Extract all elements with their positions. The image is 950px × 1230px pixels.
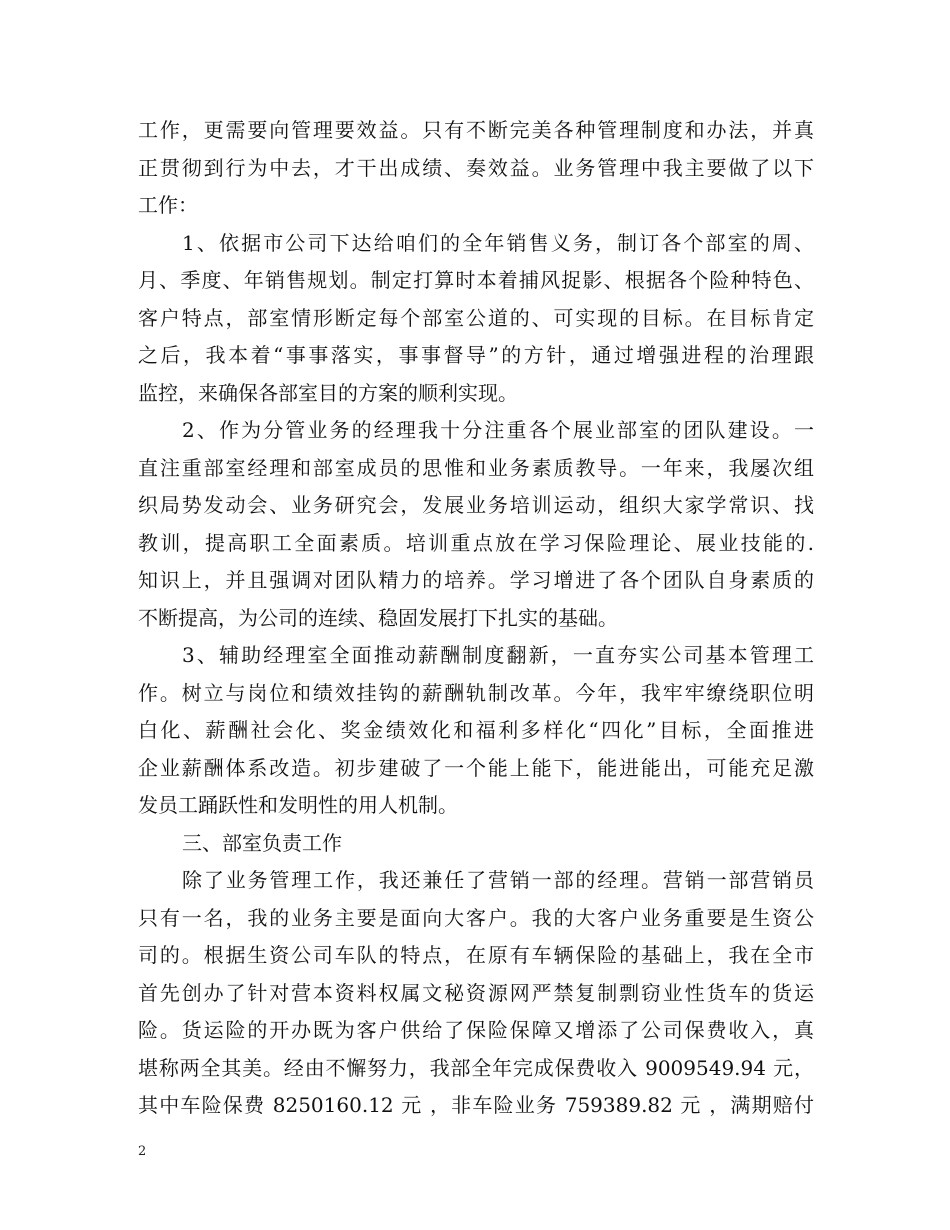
text-line: 客户特点，部室情形断定每个部室公道的、可实现的目标。在目标肯定	[138, 305, 814, 330]
text-line: 之后，我本着“事事落实，事事督导”的方针，通过增强进程的治理跟	[138, 343, 814, 367]
text-line: 工作：	[138, 193, 198, 217]
text-line: 除了业务管理工作，我还兼任了营销一部的经理。营销一部营销员	[182, 868, 814, 892]
text-line: 知识上，并且强调对团队精力的培养。学习增进了各个团队自身素质的	[138, 568, 814, 592]
text-line: 其中车险保费 8250160.12 元 ，非车险业务 759389.82 元 ，满期赔付	[138, 1093, 814, 1117]
text-line: 三、部室负责工作	[182, 830, 342, 855]
text-line: 只有一名，我的业务主要是面向大客户。我的大客户业务重要是生资公	[138, 905, 814, 930]
text-line: 不断提高，为公司的连续、稳固发展打下扎实的基础。	[138, 605, 618, 630]
text-line: 教训，提高职工全面素质。培训重点放在学习保险理论、展业技能的.	[138, 530, 814, 555]
text-line: 月、季度、年销售规划。制定打算时本着捕风捉影、根据各个险种特色、	[138, 268, 814, 292]
text-line: 发员工踊跃性和发明性的用人机制。	[138, 793, 458, 817]
text-line: 堪称两全其美。经由不懈努力，我部全年完成保费收入 9009549.94 元，	[138, 1055, 814, 1080]
page-number: 2	[138, 1144, 147, 1159]
document-body	[138, 112, 814, 1125]
text-line: 织局势发动会、业务研究会，发展业务培训运动，组织大家学常识、找	[138, 493, 814, 517]
text-line: 白化、薪酬社会化、奖金绩效化和福利多样化“四化”目标，全面推进	[138, 718, 814, 742]
text-line: 作。树立与岗位和绩效挂钩的薪酬轨制改革。今年，我牢牢缭绕职位明	[138, 680, 814, 705]
text-line: 正贯彻到行为中去，才干出成绩、奏效益。业务管理中我主要做了以下	[138, 155, 814, 180]
text-line: 司的。根据生资公司车队的特点，在原有车辆保险的基础上，我在全市	[138, 943, 814, 967]
text-line: 1、依据市公司下达给咱们的全年销售义务，制订各个部室的周、	[182, 230, 814, 255]
text-line: 工作，更需要向管理要效益。只有不断完美各种管理制度和办法，并真	[138, 118, 814, 142]
text-line: 3、辅助经理室全面推动薪酬制度翻新，一直夯实公司基本管理工	[182, 643, 814, 667]
text-line: 首先创办了针对营本资料权属文秘资源网严禁复制剽窃业性货车的货运	[138, 980, 814, 1005]
text-line: 企业薪酬体系改造。初步建破了一个能上能下，能进能出，可能充足激	[138, 755, 814, 780]
text-line: 直注重部室经理和部室成员的思惟和业务素质教导。一年来，我屡次组	[138, 455, 814, 480]
text-line: 2、作为分管业务的经理我十分注重各个展业部室的团队建设。一	[182, 418, 814, 442]
text-line: 监控，来确保各部室目的方案的顺利实现。	[138, 380, 518, 405]
text-line: 险。货运险的开办既为客户供给了保险保障又增添了公司保费收入，真	[138, 1018, 814, 1042]
